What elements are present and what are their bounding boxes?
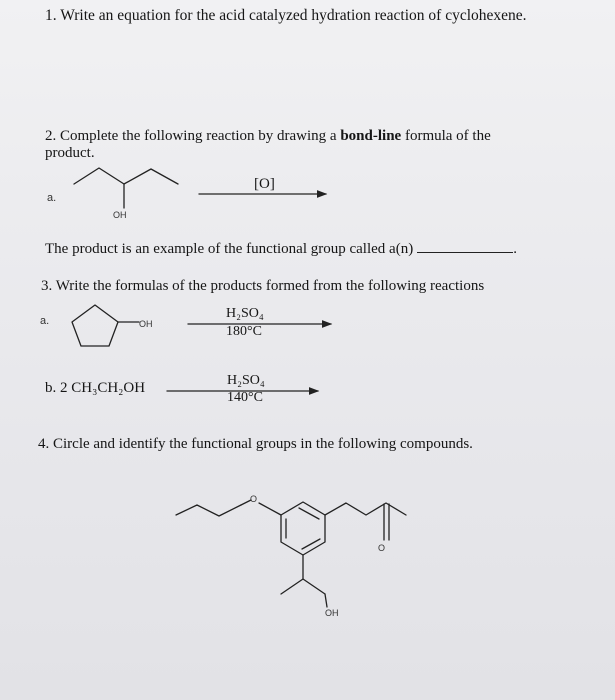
hydroxyl-label: OH: [325, 608, 339, 618]
ether-bond-2: [259, 503, 281, 515]
condition-180c: 180°C: [226, 324, 262, 339]
hydroxyl-bond: [325, 594, 327, 607]
ketone-chain: [325, 503, 406, 515]
part-a-label: a.: [47, 192, 57, 204]
side-chain-bottom: [303, 555, 325, 594]
aromatic-double-2: [302, 539, 320, 549]
question-2-text-line2: product.: [45, 145, 95, 161]
product-question: The product is an example of the functional group called a(n) .: [45, 241, 517, 257]
reagent-h2so4-a: H₂SO₄: [226, 306, 264, 321]
ether-bond-1: [241, 500, 251, 505]
condition-140c: 140°C: [227, 390, 263, 405]
part-3a-label: a.: [40, 315, 50, 327]
cyclopentane-ring: [72, 305, 118, 346]
question-2-text: 2. Complete the following reaction by drawing a bond-line formula of the: [45, 128, 491, 144]
reagent-h2so4-b: H₂SO₄: [227, 373, 265, 388]
question-3-text: 3. Write the formulas of the products formed from the following reactions: [41, 278, 485, 294]
question-4-text: 4. Circle and identify the functional groups in the following compounds.: [38, 436, 473, 452]
carbonyl-oxygen-label: O: [378, 543, 386, 553]
methyl-bottom: [281, 579, 303, 594]
oxidation-reagent: [O]: [254, 176, 275, 192]
ether-oxygen-label: O: [250, 494, 258, 504]
alkyl-chain: [176, 505, 241, 516]
part-3b-text: b. 2 CH₃CH₂OH: [45, 380, 146, 396]
question-1-text: 1. Write an equation for the acid catalyzed hydration reaction of cyclohexene.: [45, 7, 527, 24]
oh-label: OH: [113, 210, 127, 220]
cyclopentanol-oh-label: OH: [139, 319, 153, 329]
alcohol-skeleton: [74, 168, 178, 184]
